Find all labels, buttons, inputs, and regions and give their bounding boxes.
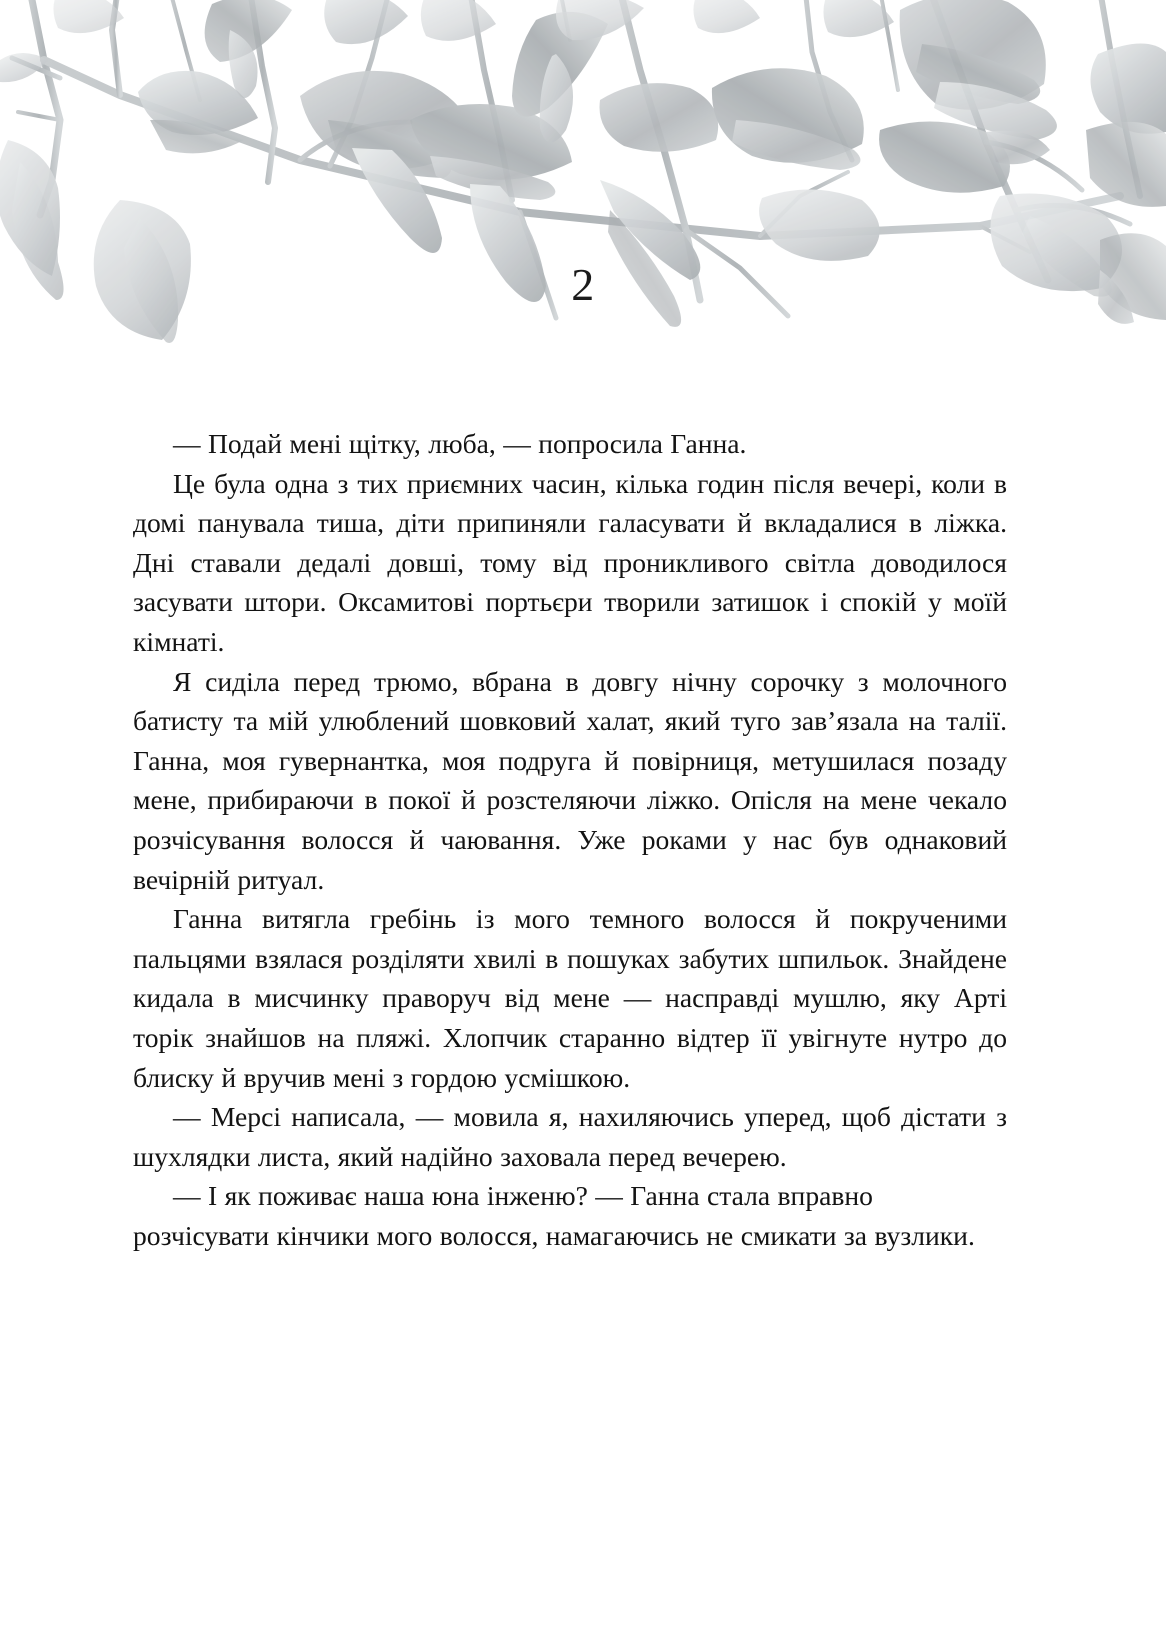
paragraph: Ганна витягла гребінь із мого темного волосся й покрученими пальцями взялася розділяти хвилі в пошуках забутих шпильок. Знайдене кидала в мисчинку праворуч від мене — насправді мушлю, яку Арті торік знайшов на пляжі. Хлопчик старанно відтер її увігнуте нутро до блиску й вручив мені з гордою усмішкою.: [133, 903, 1007, 1093]
chapter-number: 2: [571, 259, 595, 310]
paragraph: — І як поживає наша юна інженю? — Ганна стала вправно розчісувати кінчики мого волосся, намагаючись не смикати за вузлики.: [133, 1180, 975, 1251]
body-text-block: [133, 424, 1007, 1255]
paragraph: — Мерсі написала, — мовила я, нахиляючись уперед, щоб дістати з шухлядки листа, який надійно заховала перед вечерею.: [133, 1101, 1007, 1172]
paragraph: Я сиділа перед трюмо, вбрана в довгу нічну сорочку з молочного батисту та мій улюблений шовковий халат, який туго зав’язала на талії. Ганна, моя гувернантка, моя подруга й повірниця, метушилася позаду мене, прибираючи в покої й розстеляючи ліжко. Опісля на мене чекало розчісування волосся й чаювання. Уже роками у нас був однаковий вечірній ритуал.: [133, 665, 1007, 895]
paragraph: Це була одна з тих приємних часин, кілька годин після вечері, коли в домі панувала тиша, діти припиняли галасувати й вкладалися в ліжка. Дні ставали дедалі довші, тому від проникливого світла доводилося засувати штори. Оксамитові портьєри творили затишок і спокій у моїй кімнаті.: [133, 467, 1007, 657]
paragraph: — Подай мені щітку, люба, — попросила Ганна.: [173, 428, 747, 459]
